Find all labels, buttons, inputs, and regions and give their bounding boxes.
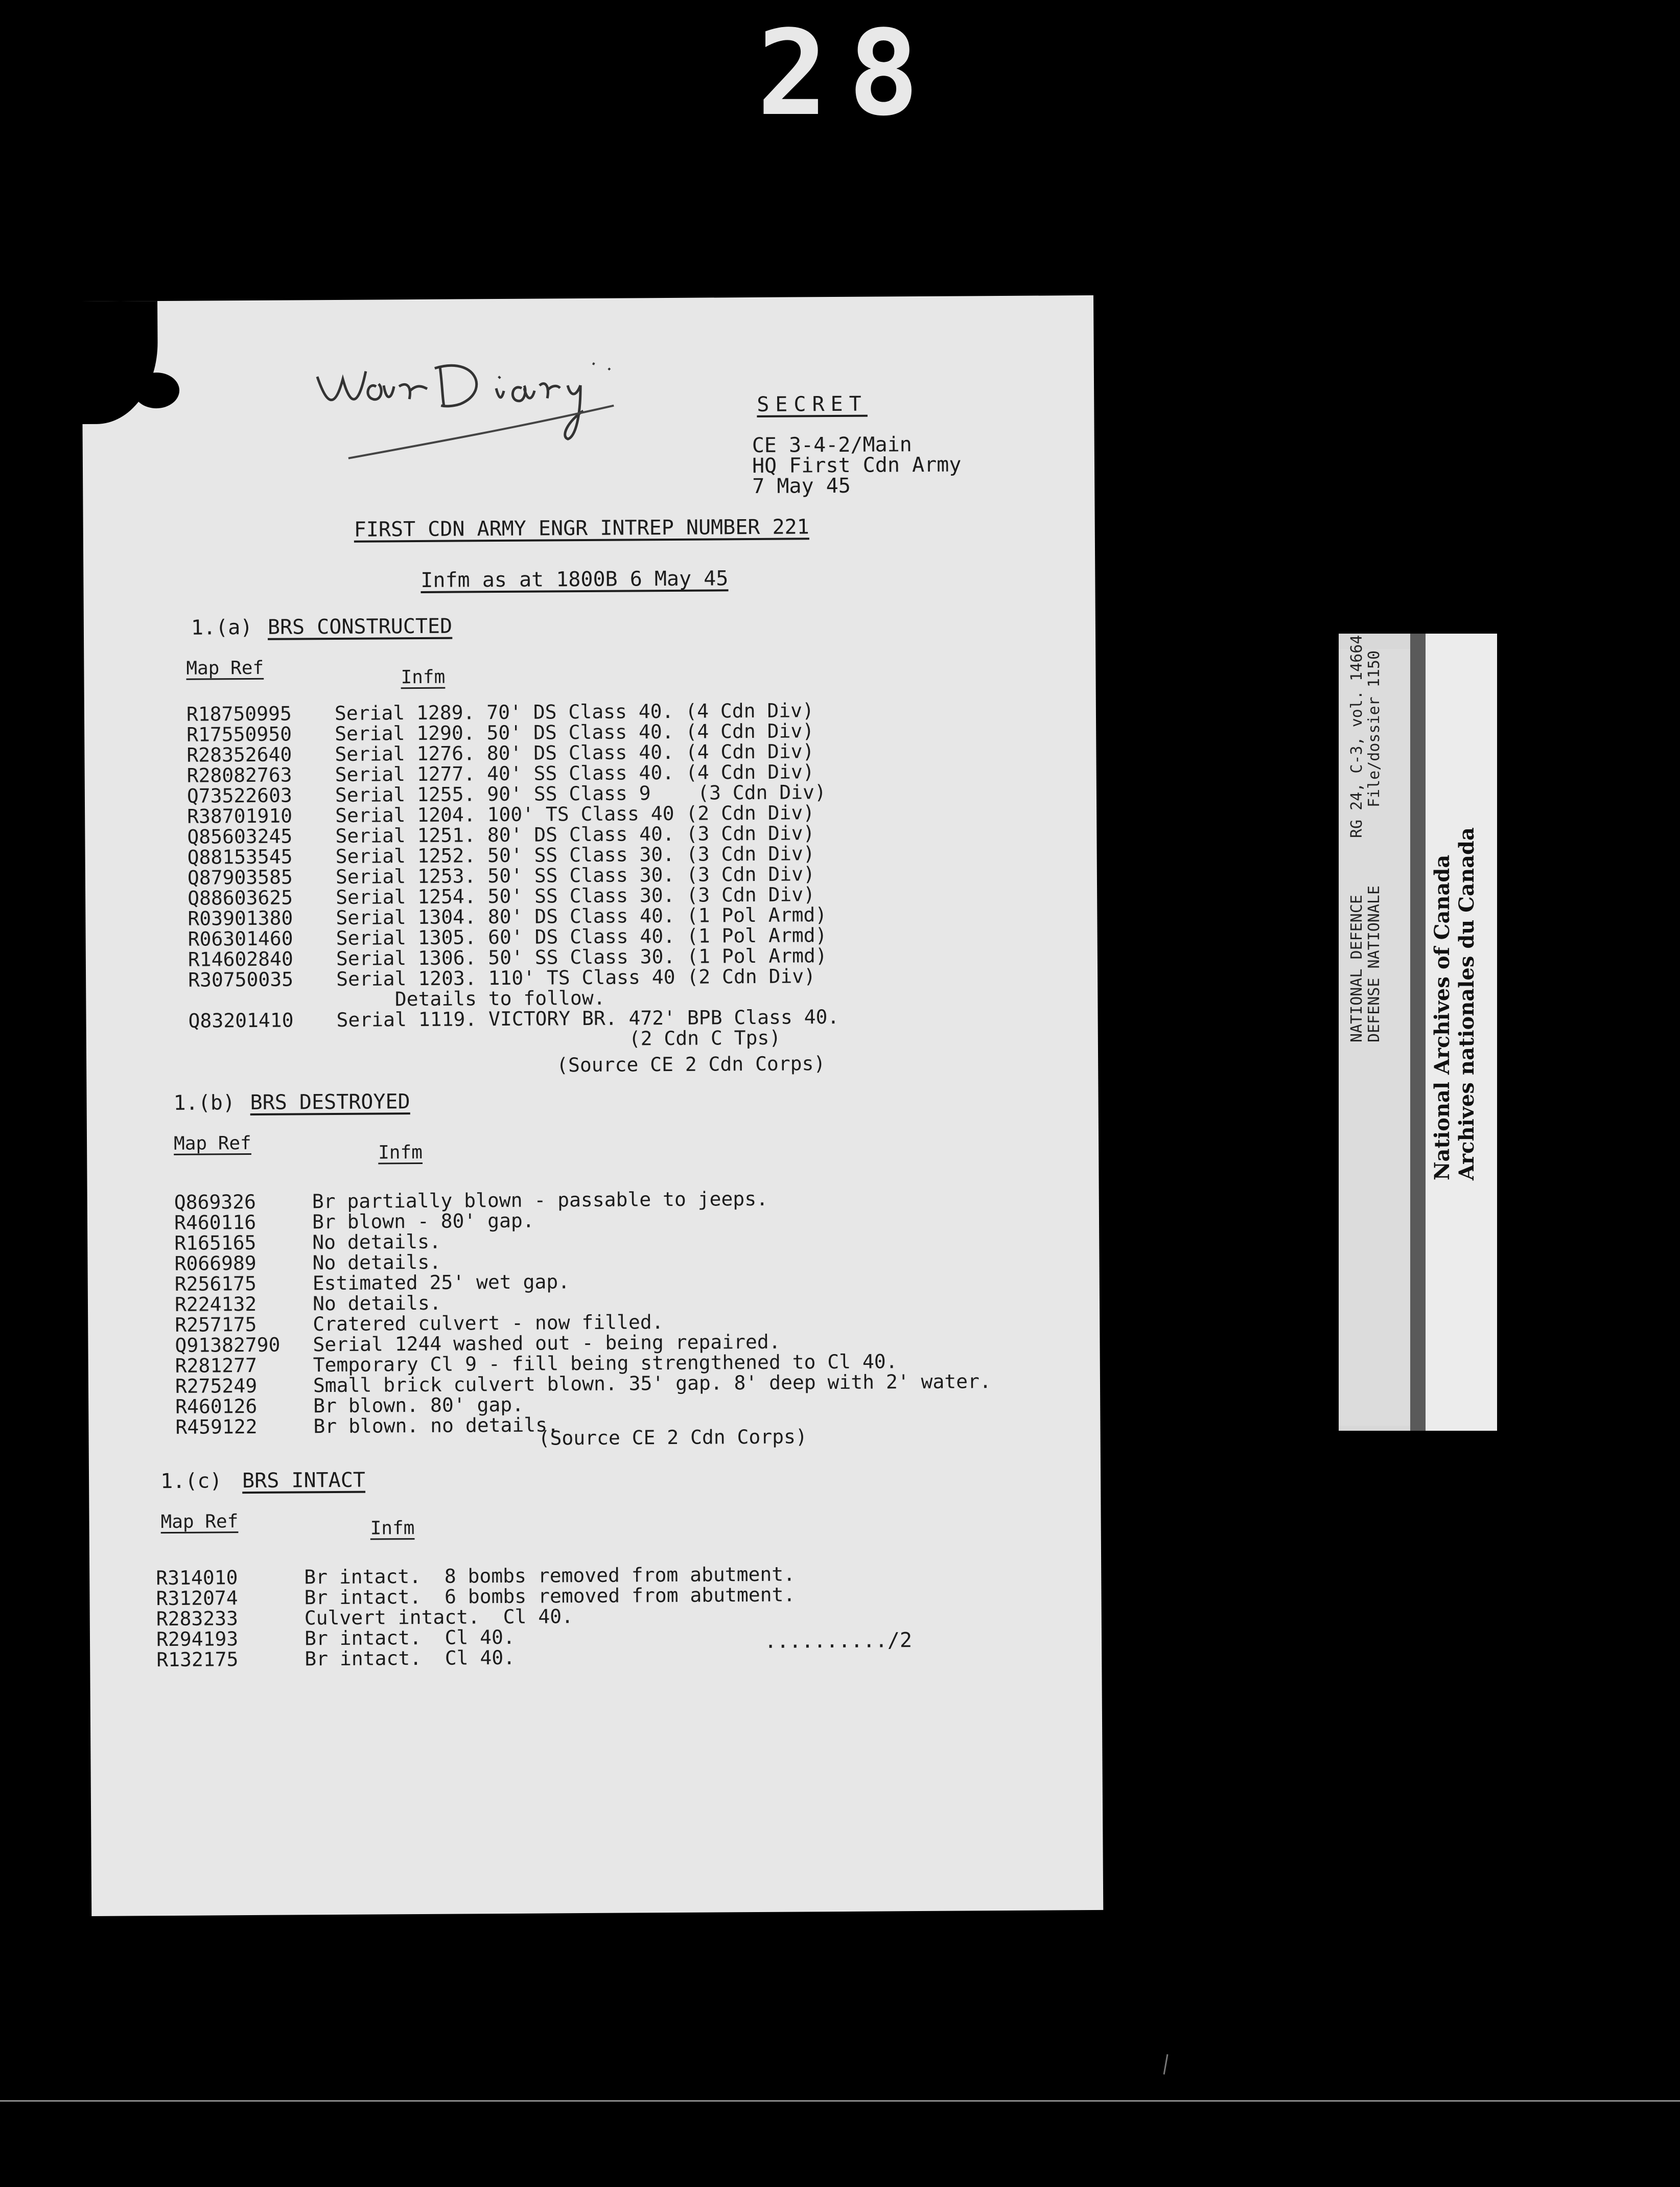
map-ref-cell: R066989 [174,1251,256,1275]
infm-cell: Serial 1276. 80' DS Class 40. (4 Cdn Div) [335,740,814,765]
table-row [156,1563,1024,1590]
source-note: (Source CE 2 Cdn Corps) [538,1425,807,1450]
map-ref-cell: R17550950 [186,723,292,746]
infm-cell: No details. [312,1291,441,1315]
map-ref-cell: R165165 [174,1231,256,1254]
map-ref-cell: R312074 [156,1587,238,1610]
infm-cell: (2 Cdn C Tps) [336,1026,781,1052]
film-scratch [1163,2054,1169,2075]
infm-cell: Serial 1251. 80' DS Class 40. (3 Cdn Div) [335,822,815,847]
handwritten-war-diary-signature [307,329,696,464]
map-ref-cell: R38701910 [187,804,293,828]
table-row [187,842,1056,869]
frame-number: 28 [757,6,940,142]
map-ref-cell: R30750035 [188,968,294,991]
map-ref-cell: R28352640 [186,743,292,766]
infm-cell: Br intact. Cl 40. [305,1646,516,1670]
table-row [187,822,1056,848]
table-row [188,944,1057,971]
map-ref-cell: R294193 [156,1627,239,1651]
table-row [189,1026,1057,1052]
infm-cell: Br intact. 8 bombs removed from abutment. [304,1563,796,1589]
table-row [186,740,1055,766]
infm-cell: Br blown. 80' gap. [313,1393,524,1417]
map-ref-cell: R18750995 [186,702,292,726]
infm-cell: Serial 1244 washed out - being repaired. [313,1330,781,1356]
infm-cell: Culvert intact. Cl 40. [304,1605,574,1630]
torn-corner-hole [133,373,179,409]
table-row [156,1583,1024,1610]
map-ref-cell: R14602840 [188,947,293,971]
section-number: 1.(a) [191,615,253,640]
infm-cell: No details. [312,1230,441,1254]
document-title: FIRST CDN ARMY ENGR INTREP NUMBER 221 [354,515,809,542]
infm-cell: Serial 1304. 80' DS Class 40. (1 Pol Armd) [336,903,827,929]
map-ref-cell: R283233 [156,1607,239,1631]
document-page [82,295,1103,1916]
infm-cell: Serial 1290. 50' DS Class 40. (4 Cdn Div) [335,719,814,745]
column-header-infm: Infm [378,1142,423,1164]
table-row [186,719,1055,746]
infm-cell: Br blown. no details. [313,1413,559,1438]
map-ref-cell: R224132 [174,1292,257,1316]
map-ref-cell: R28082763 [186,763,292,787]
archive-file: File/dossier 1150 [1365,650,1383,807]
table-row [174,1187,1094,1214]
infm-cell: Details to follow. [336,986,605,1011]
table-row [186,781,1056,807]
infm-cell: Br intact. 6 bombs removed from abutment. [304,1583,796,1609]
infm-cell: Serial 1255. 90' SS Class 9 (3 Cdn Div) [335,781,826,806]
section-number: 1.(c) [160,1469,222,1494]
map-ref-cell: Q73522603 [186,784,292,807]
map-ref-cell: Q869326 [174,1190,256,1214]
infm-cell: Br blown - 80' gap. [312,1209,534,1234]
reference-line-3: 7 May 45 [752,474,851,498]
infm-cell: Serial 1252. 50' SS Class 30. (3 Cdn Div) [335,842,815,868]
column-header-map-ref: Map Ref [173,1133,251,1154]
table-row [188,903,1056,930]
archive-dept-fr: DEFENSE NATIONALE [1365,885,1383,1042]
infm-cell: Serial 1305. 60' DS Class 40. (1 Pol Armd) [336,924,827,949]
map-ref-cell: R257175 [175,1313,257,1336]
map-ref-cell: Q88603625 [188,886,293,910]
infm-cell: Serial 1119. VICTORY BR. 472' BPB Class 40. [336,1005,839,1031]
table-row [186,699,1055,726]
column-header-map-ref: Map Ref [186,657,264,679]
infm-cell: Serial 1253. 50' SS Class 30. (3 Cdn Div) [335,863,815,888]
infm-cell: Serial 1277. 40' SS Class 40. (4 Cdn Div) [335,760,814,786]
table-body [156,1563,1024,1671]
section-number: 1.(b) [173,1091,236,1115]
table-row [188,965,1057,991]
table-row [187,863,1056,889]
column-header-map-ref: Map Ref [160,1511,239,1533]
map-ref-cell: R281277 [175,1354,258,1377]
section-heading: BRS DESTROYED [250,1090,410,1115]
infm-cell: Estimated 25' wet gap. [312,1270,570,1295]
reference-line-1: CE 3-4-2/Main [752,433,912,457]
infm-cell: Serial 1204. 100' TS Class 40 (2 Cdn Div) [335,801,815,827]
archive-dept-en: NATIONAL DEFENCE [1348,895,1366,1042]
source-note: (Source CE 2 Cdn Corps) [556,1052,826,1077]
infm-cell: Serial 1203. 110' TS Class 40 (2 Cdn Div) [336,965,816,990]
archive-institution-en: National Archives of Canada [1430,854,1454,1180]
infm-cell: Br intact. Cl 40. [304,1625,515,1650]
archive-label-card [1339,634,1497,1431]
map-ref-cell: Q83201410 [188,1009,294,1032]
table-row [188,924,1057,950]
column-header-infm: Infm [370,1518,415,1539]
infm-cell: Br partially blown - passable to jeeps. [312,1187,768,1213]
infm-cell: Serial 1306. 50' SS Class 30. (1 Pol Armd) [336,944,827,970]
reference-line-2: HQ First Cdn Army [752,453,962,478]
section-heading: BRS INTACT [242,1468,366,1493]
archive-label-divider [1410,634,1426,1431]
classification-secret: SECRET [757,392,868,416]
table-row [186,760,1056,787]
infm-cell: Temporary Cl 9 - fill being strengthened to Cl 40. [313,1350,898,1377]
map-ref-cell: R314010 [156,1566,238,1590]
map-ref-cell: Q85603245 [187,825,293,848]
section-heading: BRS CONSTRUCTED [267,614,453,639]
map-ref-cell: R275249 [175,1374,258,1398]
continuation-marker: ........../2 [764,1628,913,1653]
table-body [186,699,1055,1052]
infm-cell: Small brick culvert blown. 35' gap. 8' deep with 2' water. [313,1370,991,1397]
map-ref-cell: Q91382790 [175,1333,281,1357]
document-subtitle: Infm as at 1800B 6 May 45 [421,567,729,592]
infm-cell: No details. [312,1250,441,1274]
infm-cell: Cratered culvert - now filled. [313,1311,664,1336]
map-ref-cell: R06301460 [188,927,293,950]
map-ref-cell: R460126 [175,1394,258,1418]
table-row [188,1005,1057,1032]
film-frame-edge [0,2100,1680,2102]
map-ref-cell: Q87903585 [187,866,293,889]
archive-institution-fr: Archives nationales du Canada [1455,827,1479,1180]
map-ref-cell: R459122 [175,1415,258,1438]
archive-reference: RG 24, C-3, vol. 14664 [1348,635,1366,838]
infm-cell: Serial 1254. 50' SS Class 30. (3 Cdn Div) [335,883,815,909]
column-header-infm: Infm [401,666,446,688]
map-ref-cell: R03901380 [188,906,293,930]
map-ref-cell: R460116 [174,1211,256,1234]
map-ref-cell: Q88153545 [187,845,293,869]
map-ref-cell: R256175 [174,1272,257,1295]
table-row [187,801,1056,828]
infm-cell: Serial 1289. 70' DS Class 40. (4 Cdn Div) [334,699,814,725]
table-row [188,883,1056,910]
map-ref-cell: R132175 [156,1648,239,1671]
